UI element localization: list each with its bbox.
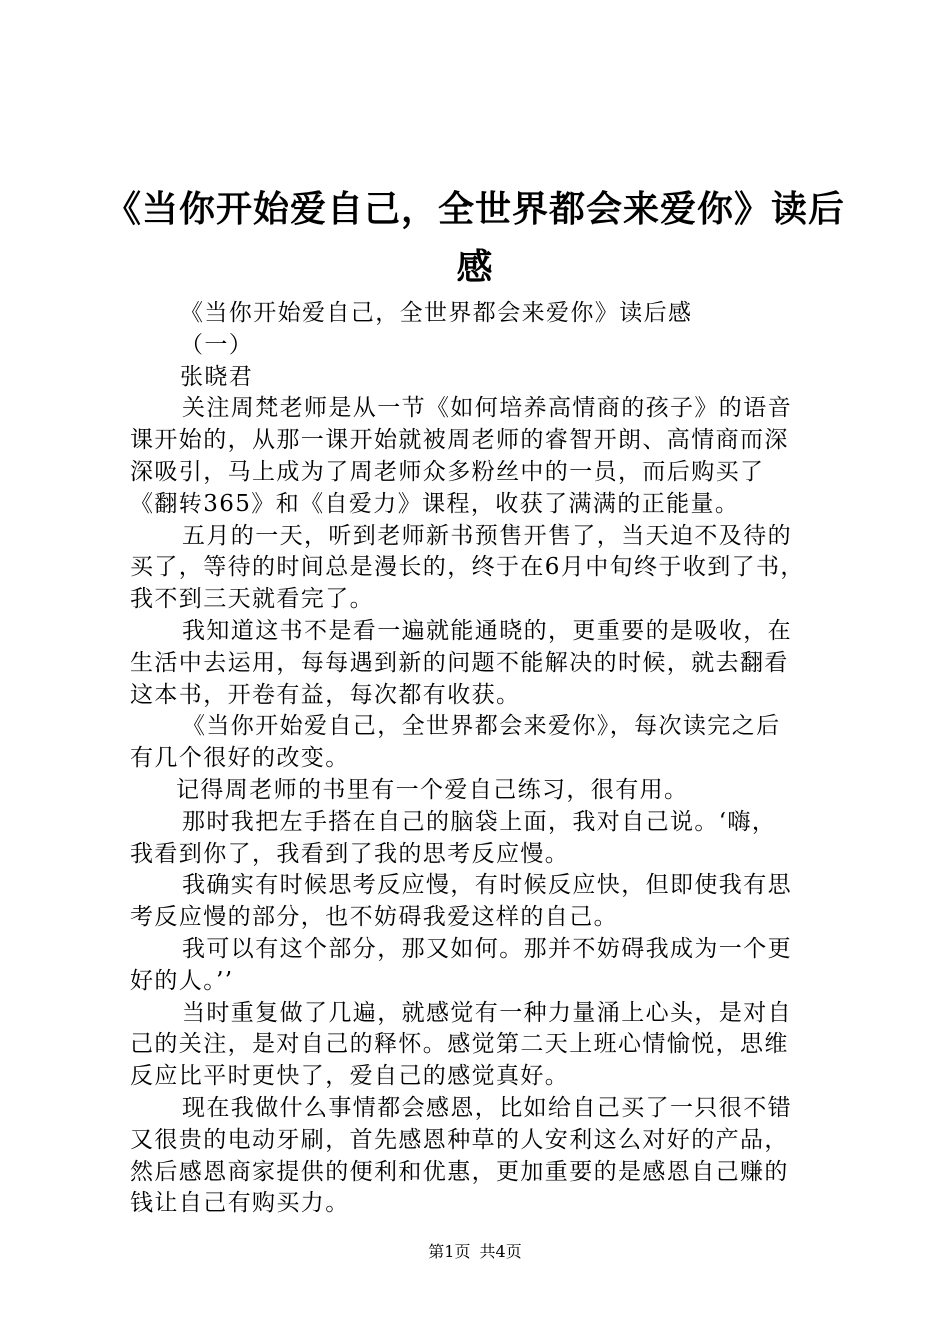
text-line: 买了，等待的时间总是漫长的，终于在6月中旬终于收到了书， (130, 554, 805, 581)
text-line: 我看到你了，我看到了我的思考反应慢。 (130, 840, 570, 867)
document-title-line-2: 感 (456, 247, 494, 288)
page-footer (0, 1244, 950, 1260)
text-line: 有几个很好的改变。 (130, 745, 350, 772)
text-line: 张晓君 (180, 363, 254, 390)
text-line: 《当你开始爱自己，全世界都会来爱你》，每次读完之后 (182, 713, 781, 740)
text-line: 己的关注，是对自己的释怀。感觉第二天上班心情愉悦，思维 (130, 1031, 789, 1058)
text-line: 《当你开始爱自己，全世界都会来爱你》读后感 (180, 300, 693, 326)
text-line: 我确实有时候思考反应慢，有时候反应快，但即使我有思 (182, 872, 792, 899)
text-line: 这本书，开卷有益，每次都有收获。 (130, 681, 521, 708)
text-line: 我可以有这个部分，那又如何。那并不妨碍我成为一个更 (182, 935, 792, 962)
text-line: 反应比平时更快了，爱自己的感觉真好。 (130, 1063, 570, 1090)
text-line: 当时重复做了几遍，就感觉有一种力量涌上心头，是对自 (182, 999, 792, 1026)
text-line: 生活中去运用，每每遇到新的问题不能解决的时候，就去翻看 (130, 649, 789, 676)
page-number: 第1页 (428, 1242, 471, 1261)
document-title-line-1: 《当你开始爱自己，全世界都会来爱你》读后 (104, 189, 845, 230)
text-line: 钱让自己有购买力。 (130, 1190, 350, 1217)
text-line: 又很贵的电动牙刷，首先感恩种草的人安利这么对好的产品， (130, 1126, 789, 1153)
text-line: 课开始的，从那一课开始就被周老师的睿智开朗、高情商而深 (130, 427, 789, 454)
text-line: （一） (180, 331, 254, 358)
page-total: 共4页 (479, 1242, 522, 1261)
text-line: 记得周老师的书里有一个爱自己练习，很有用。 (176, 776, 689, 803)
text-line: 那时我把左手搭在自己的脑袋上面，我对自己说。‘嗨， (182, 808, 777, 835)
text-line: 《翻转365》和《自爱力》课程，收获了满满的正能量。 (130, 490, 740, 517)
document-body (130, 298, 830, 1220)
text-line: 我知道这书不是看一遍就能通晓的，更重要的是吸收，在 (182, 617, 792, 644)
text-line: 现在我做什么事情都会感恩，比如给自己买了一只很不错 (182, 1094, 792, 1121)
text-line: 关注周梵老师是从一节《如何培养高情商的孩子》的语音 (182, 395, 792, 422)
text-line: 深吸引，马上成为了周老师众多粉丝中的一员，而后购买了 (130, 458, 765, 485)
text-line: 我不到三天就看完了。 (130, 586, 374, 613)
text-line: 五月的一天，听到老师新书预售开售了，当天迫不及待的 (182, 522, 792, 549)
text-line: 然后感恩商家提供的便利和优惠，更加重要的是感恩自己赚的 (130, 1158, 789, 1185)
text-line: 考反应慢的部分，也不妨碍我爱这样的自己。 (130, 904, 618, 931)
text-line: 好的人。’’ (130, 967, 234, 994)
